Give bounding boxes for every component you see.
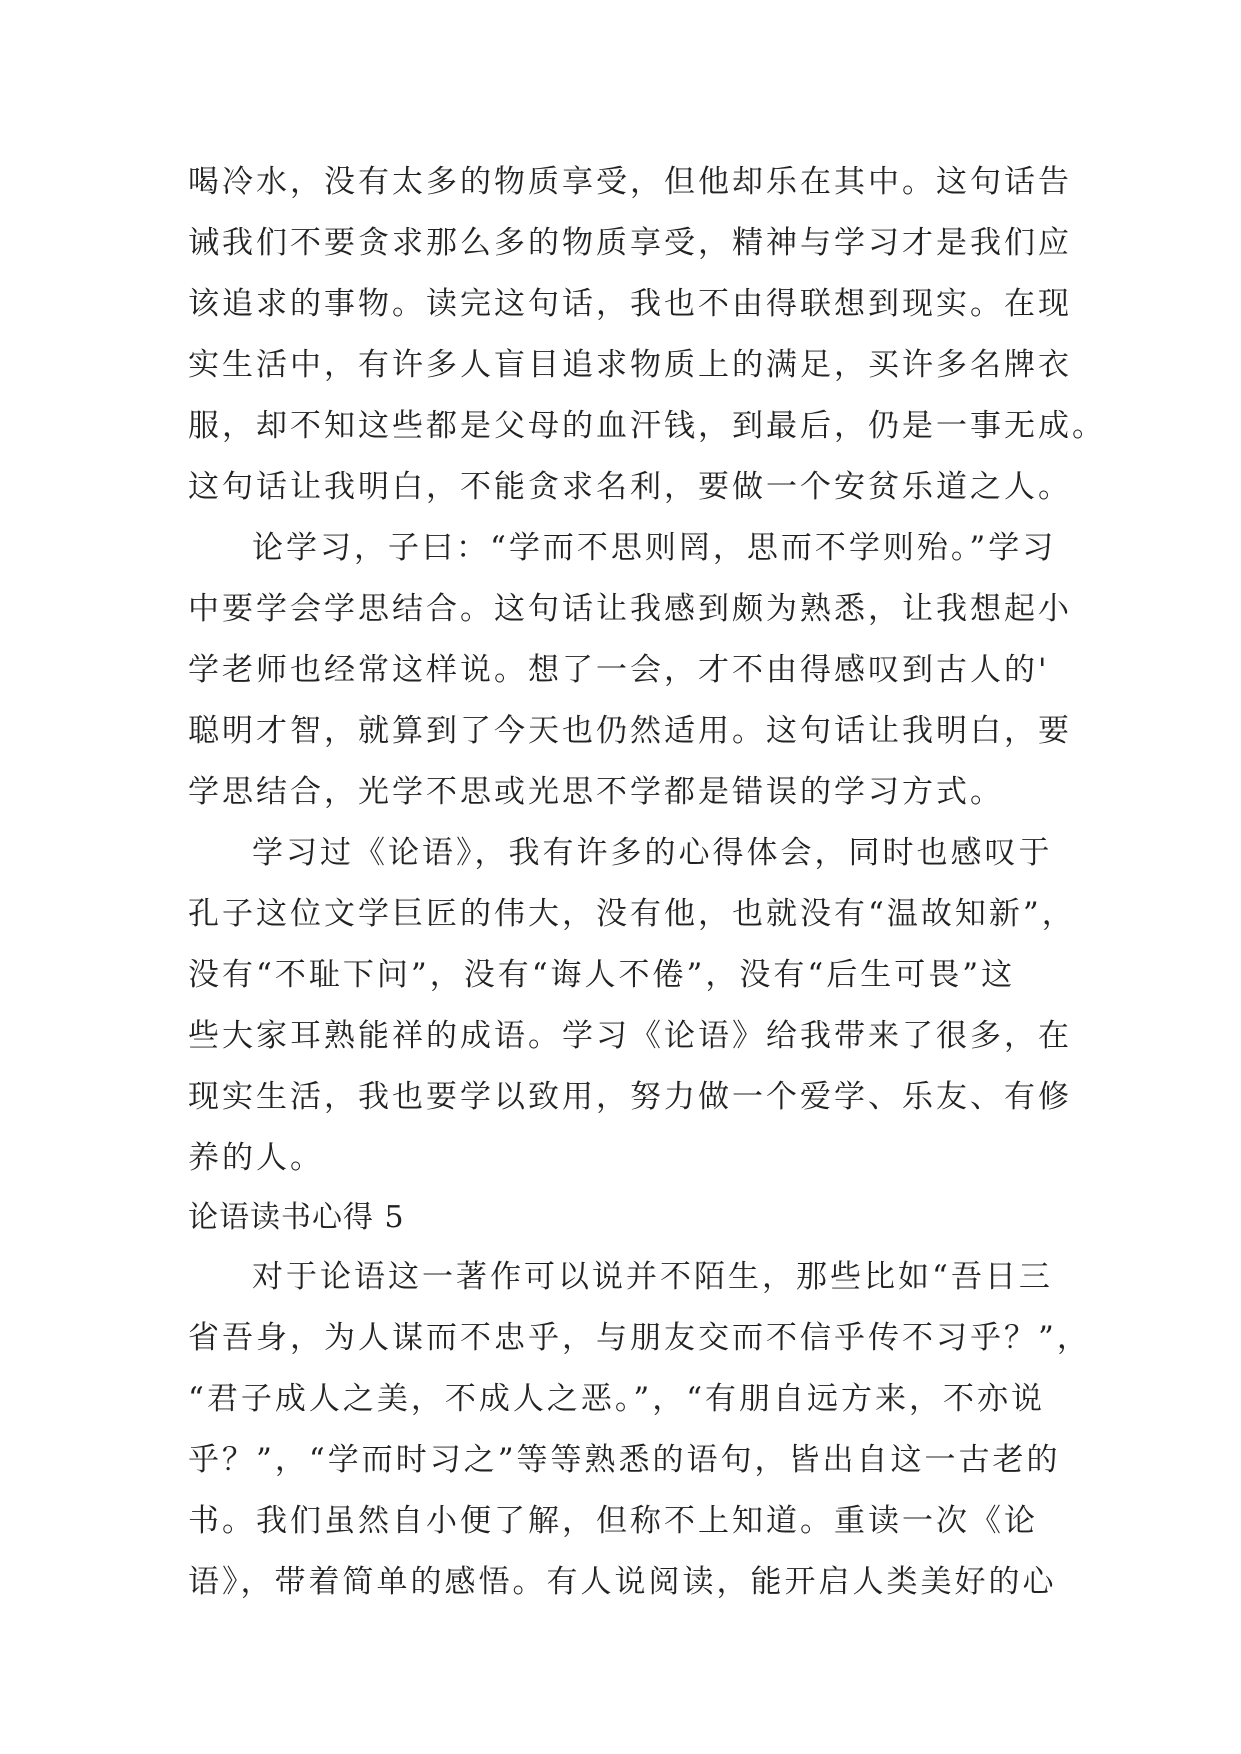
text-line: 中要学会学思结合。这句话让我感到颇为熟悉，让我想起小 xyxy=(188,591,1072,627)
text-line: 该追求的事物。读完这句话，我也不由得联想到现实。在现 xyxy=(188,286,1072,322)
text-line: 孔子这位文学巨匠的伟大，没有他，也就没有“温故知新”， xyxy=(188,896,1076,932)
paragraph-start-line: 学习过《论语》，我有许多的心得体会，同时也感叹于 xyxy=(252,835,1053,871)
text-line: 养的人。 xyxy=(188,1140,324,1176)
text-line: 服，却不知这些都是父母的血汗钱，到最后，仍是一事无成。 xyxy=(188,408,1106,444)
paragraph-start-line: 对于论语这一著作可以说并不陌生，那些比如“吾日三 xyxy=(252,1259,1053,1295)
document-body xyxy=(188,152,1106,1613)
section-heading: 论语读书心得 5 xyxy=(188,1200,405,1235)
text-line: 实生活中，有许多人盲目追求物质上的满足，买许多名牌衣 xyxy=(188,347,1072,383)
text-line: 语》，带着简单的感悟。有人说阅读，能开启人类美好的心 xyxy=(188,1564,1057,1600)
text-line: 省吾身，为人谋而不忠乎，与朋友交而不信乎传不习乎？”， xyxy=(188,1320,1091,1356)
text-line: 些大家耳熟能祥的成语。学习《论语》给我带来了很多，在 xyxy=(188,1018,1072,1054)
text-line: 没有“不耻下问”，没有“诲人不倦”，没有“后生可畏”这 xyxy=(188,957,1016,993)
text-line: 学思结合，光学不思或光思不学都是错误的学习方式。 xyxy=(188,774,1004,810)
text-line: “君子成人之美，不成人之恶。”，“有朋自远方来，不亦说 xyxy=(188,1381,1046,1417)
text-line: 乎？”，“学而时习之”等等熟悉的语句，皆出自这一古老的 xyxy=(188,1442,1061,1478)
text-line: 聪明才智，就算到了今天也仍然适用。这句话让我明白，要 xyxy=(188,713,1072,749)
paragraph-start-line: 论学习，子曰：“学而不思则罔，思而不学则殆。”学习 xyxy=(252,530,1057,566)
text-line: 诫我们不要贪求那么多的物质享受，精神与学习才是我们应 xyxy=(188,225,1072,261)
text-line: 这句话让我明白，不能贪求名利，要做一个安贫乐道之人。 xyxy=(188,469,1072,505)
text-line: 书。我们虽然自小便了解，但称不上知道。重读一次《论 xyxy=(188,1503,1038,1539)
text-line: 现实生活，我也要学以致用，努力做一个爱学、乐友、有修 xyxy=(188,1079,1072,1115)
text-line: 喝冷水，没有太多的物质享受，但他却乐在其中。这句话告 xyxy=(188,164,1072,200)
text-line: 学老师也经常这样说。想了一会，才不由得感叹到古人的' xyxy=(188,652,1050,688)
